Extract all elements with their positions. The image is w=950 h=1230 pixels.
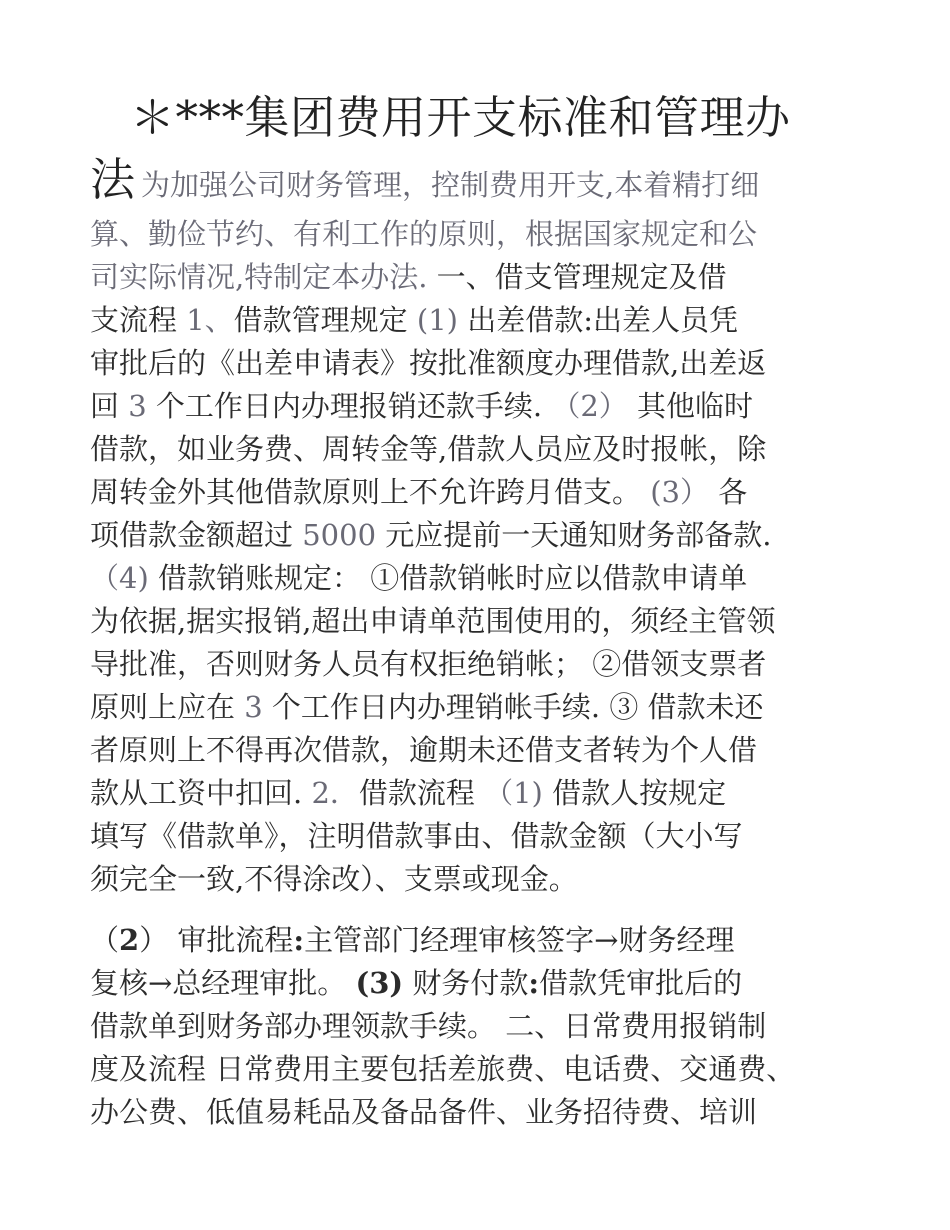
body-line xyxy=(90,963,742,1003)
body-line xyxy=(90,257,727,297)
body-line-part: 2． xyxy=(311,776,359,810)
body-line: 办公费、低值易耗品及备品备件、业务招待费、培训 xyxy=(90,1095,758,1129)
body-line xyxy=(90,920,734,960)
title-end-char: 法 xyxy=(90,153,136,206)
body-line-part: 支流程 xyxy=(90,303,187,337)
body-line-part: (3) xyxy=(355,966,404,1000)
body-line: 借款，如业务费、周转金等,借款人员应及时报帐，除 xyxy=(90,432,767,466)
body-line-part: （ xyxy=(90,923,120,957)
body-line: 度及流程 日常费用主要包括差旅费、电话费、交通费、 xyxy=(90,1052,796,1086)
document-title: ＊***集团费用开支标准和管理办 xyxy=(130,91,791,144)
body-line: 为依据,据实报销,超出申请单范围使用的，须经主管领 xyxy=(90,604,776,638)
section-heading: 一、借支管理规定及借 xyxy=(427,260,727,294)
body-line-part: 复核→总经理审批。 xyxy=(90,966,356,1000)
body-line-part: : xyxy=(293,923,305,957)
body-line-part: 周转金外其他借款原则上不允许跨月借支。 xyxy=(90,475,651,509)
body-line-part: （2） xyxy=(551,389,628,423)
body-line-part: 借款管理规定 xyxy=(233,303,417,337)
body-line xyxy=(90,515,771,555)
body-line-part: ） 审批流程 xyxy=(139,923,294,957)
body-line-part: 款从工资中扣回. xyxy=(90,776,312,810)
body-line-part: 财务付款 xyxy=(403,966,529,1000)
body-line-part: (3） xyxy=(650,475,709,509)
body-line xyxy=(90,386,753,426)
body-line-part: 项借款金额超过 xyxy=(90,518,303,552)
body-line-part: （1) xyxy=(484,776,553,810)
body-line xyxy=(90,773,726,813)
title-continuation-line xyxy=(90,150,870,210)
body-line-part: (1) xyxy=(416,303,468,337)
body-line-part: 回 xyxy=(90,389,129,423)
body-line: 填写《借款单》，注明借款事由、借款金额（大小写 xyxy=(90,819,743,853)
body-line-part: 借款流程 xyxy=(358,776,485,810)
body-line-part: 3 xyxy=(244,690,263,724)
body-line xyxy=(90,300,738,340)
body-line-part: 3 xyxy=(128,389,147,423)
body-line-part: 2 xyxy=(119,923,140,957)
body-line-part: （4) xyxy=(90,561,158,595)
body-line-part: 主管部门经理审核签字→财务经理 xyxy=(304,923,735,957)
body-line-part: 各 xyxy=(709,475,748,509)
body-line xyxy=(90,472,747,512)
body-line-part: 借款人按规定 xyxy=(552,776,727,810)
intro-text: 为加强公司财务管理，控制费用开支,本着精打细 xyxy=(141,168,760,202)
body-line: 导批准，否则财务人员有权拒绝销帐； ②借领支票者 xyxy=(90,647,767,681)
body-line-part: : xyxy=(528,966,540,1000)
body-line-part: 原则上应在 xyxy=(90,690,245,724)
body-line-part: 借款销账规定： ①借款销帐时应以借款申请单 xyxy=(157,561,748,595)
body-line: 算、勤俭节约、有利工作的原则，根据国家规定和公 xyxy=(90,217,758,251)
body-line-part: 司实际情况,特制定本办法. xyxy=(90,260,428,294)
body-line-part: 5000 xyxy=(302,518,377,552)
body-line-part: 1、 xyxy=(186,303,234,337)
body-line-part: 借款凭审批后的 xyxy=(539,966,743,1000)
body-line xyxy=(90,687,764,727)
body-line: 审批后的《出差申请表》按批准额度办理借款,出差返 xyxy=(90,346,767,380)
body-line: 须完全一致,不得涂改）、支票或现金。 xyxy=(90,862,578,896)
body-line-part: 个工作日内办理报销还款手续. xyxy=(146,389,552,423)
body-line-part: 个工作日内办理销帐手续. ③ 借款未还 xyxy=(262,690,764,724)
body-line: 借款单到财务部办理领款手续。 二、日常费用报销制 xyxy=(90,1009,767,1043)
body-line-part: 出差借款:出差人员凭 xyxy=(467,303,738,337)
body-line xyxy=(90,558,747,598)
body-line-part: 元应提前一天通知财务部备款. xyxy=(376,518,772,552)
body-line-part: 其他临时 xyxy=(627,389,753,423)
body-line: 者原则上不得再次借款，逾期未还借支者转为个人借 xyxy=(90,733,758,767)
